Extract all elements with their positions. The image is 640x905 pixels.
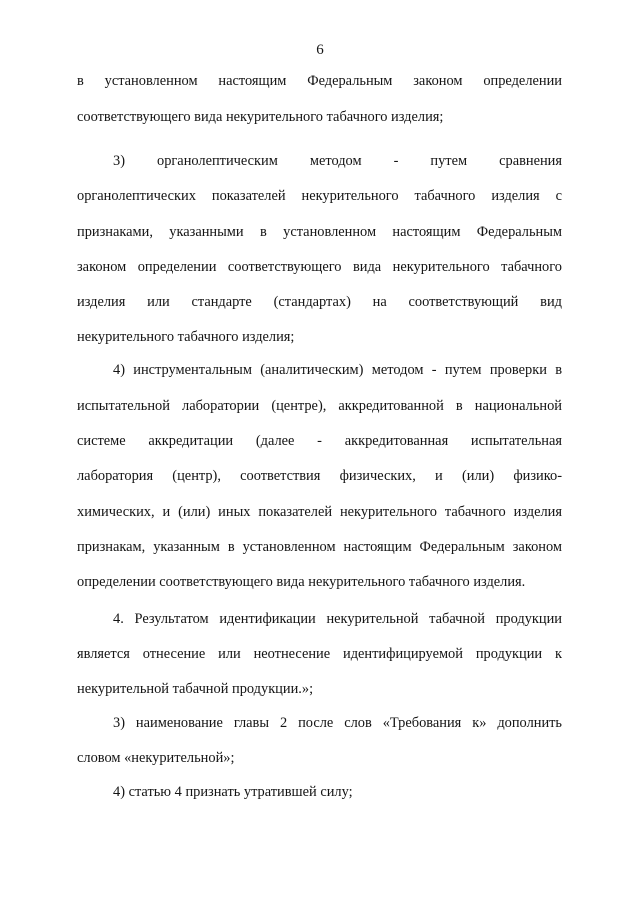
text-line: испытательной лаборатории (центре), аккредитованной в национальной (77, 398, 562, 414)
text-line: 4. Результатом идентификации некурительной табачной продукции (113, 611, 562, 627)
text-line: признакам, указанным в установленном настоящим Федеральным законом (77, 539, 562, 555)
text-line: является отнесение или неотнесение идентифицируемой продукции к (77, 646, 562, 662)
text-line: химических, и (или) иных показателей некурительного табачного изделия (77, 504, 562, 520)
text-line: 3) наименование главы 2 после слов «Требования к» дополнить (113, 715, 562, 731)
text-line: соответствующего вида некурительного табачного изделия; (77, 109, 444, 125)
text-line: 3) органолептическим методом - путем сравнения (113, 153, 562, 169)
text-line: признаками, указанными в установленном настоящим Федеральным (77, 224, 562, 240)
text-line: изделия или стандарте (стандартах) на соответствующий вид (77, 294, 562, 310)
text-line: определении соответствующего вида некурительного табачного изделия. (77, 574, 526, 590)
text-line: в установленном настоящим Федеральным законом определении (77, 73, 562, 89)
text-line: системе аккредитации (далее - аккредитованная испытательная (77, 433, 562, 449)
text-line: словом «некурительной»; (77, 750, 235, 766)
text-line: 4) статью 4 признать утратившей силу; (113, 784, 353, 800)
text-line: некурительного табачного изделия; (77, 329, 295, 345)
text-line: 4) инструментальным (аналитическим) методом - путем проверки в (113, 362, 562, 378)
page-number: 6 (316, 42, 324, 58)
text-line: лаборатория (центр), соответствия физических, и (или) физико- (77, 468, 562, 484)
text-line: некурительной табачной продукции.»; (77, 681, 314, 697)
text-line: законом определении соответствующего вида некурительного табачного (77, 259, 562, 275)
text-line: органолептических показателей некурительного табачного изделия с (77, 188, 562, 204)
